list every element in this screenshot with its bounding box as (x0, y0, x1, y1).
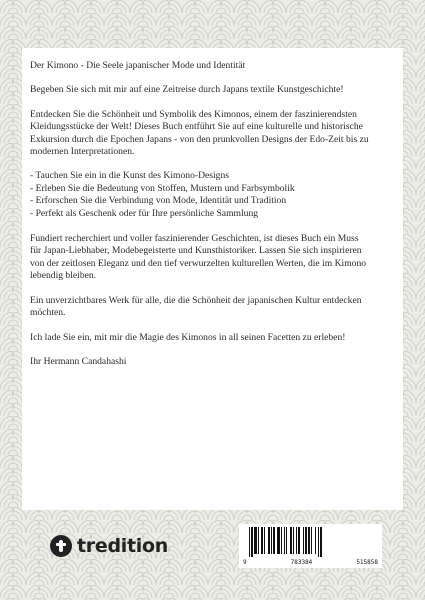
isbn-barcode (239, 524, 382, 568)
barcode-bar (254, 527, 257, 554)
barcode-bar (315, 527, 316, 554)
barcode-bar (261, 527, 263, 554)
list-item: - Erforschen Sie die Verbindung von Mode, Identität und Tradition (30, 195, 287, 207)
research-paragraph: Fundiert recherchiert und voller faszinierender Geschichten, ist dieses Buch ein Muss für Japan-Liebhaber, Modebegeisterte und Kunsthistoriker. Lassen Sie sich inspirieren von der zeitlosen Eleganz und den tief verwurzelten kulturellen Werten, die im Kimono lebendig bleiben. (30, 233, 367, 282)
barcode-bar (251, 527, 253, 557)
barcode-bar (264, 527, 265, 554)
barcode-bar (293, 527, 294, 554)
barcode-bar (318, 527, 319, 557)
barcode-digits-left: 783384 (290, 559, 313, 566)
barcode-bar (290, 527, 292, 554)
description-paragraph: Entdecken Sie die Schönheit und Symbolik des Kimonos, einem der faszinierendsten Kleidungsstücke der Welt! Dieses Buch entführt Sie auf eine kulturelle und historische Exkursion durch die Epochen Japans - von den prunkvollen Designs der Edo-Zeit bis zu modernen Interpretationen. (30, 108, 369, 158)
author-signature: Ihr Hermann Candahashi (30, 355, 127, 367)
barcode-bar (277, 527, 280, 554)
barcode-bar (298, 527, 300, 554)
barcode-bar (271, 527, 272, 554)
barcode-bar (249, 527, 250, 557)
barcode-bar (284, 527, 285, 554)
publisher-logo (50, 534, 168, 558)
feature-list (30, 170, 372, 220)
invitation-paragraph: Ich lade Sie ein, mit mir die Magie des Kimonos in all seinen Facetten zu erleben! (30, 331, 346, 343)
intro-paragraph: Begeben Sie sich mit mir auf eine Zeitreise durch Japans textile Kunstgeschichte! (30, 84, 344, 96)
barcode-bar (273, 527, 275, 554)
barcode-digits (243, 559, 378, 566)
list-item: - Erleben Sie die Bedeutung von Stoffen, Mustern und Farbsymbolik (30, 182, 295, 194)
barcode-bar (305, 527, 307, 554)
barcode-digit-first: 9 (243, 559, 247, 566)
blurb-text (30, 60, 372, 380)
barcode-bar (308, 527, 310, 554)
barcode-bar (258, 527, 259, 554)
barcode-bar (311, 527, 312, 554)
barcode-bar (303, 527, 304, 554)
tredition-logo-icon (50, 535, 72, 557)
barcode-digits-right: 515858 (356, 559, 378, 566)
list-item: - Perfekt als Geschenk oder für Ihre persönliche Sammlung (30, 207, 259, 219)
list-item: - Tauchen Sie ein in die Kunst des Kimono-Designs (30, 170, 229, 182)
barcode-bar (320, 527, 322, 557)
barcode-bar (286, 527, 287, 554)
publisher-name: tredition (77, 535, 168, 557)
recommendation-paragraph: Ein unverzichtbares Werk für alle, die die Schönheit der japanischen Kultur entdecken möchten. (30, 294, 362, 319)
barcode-bars (245, 527, 376, 557)
book-title: Der Kimono - Die Seele japanischer Mode und Identität (30, 60, 246, 71)
barcode-bar (268, 527, 270, 554)
barcode-bar (281, 527, 282, 554)
barcode-bar (296, 527, 297, 554)
